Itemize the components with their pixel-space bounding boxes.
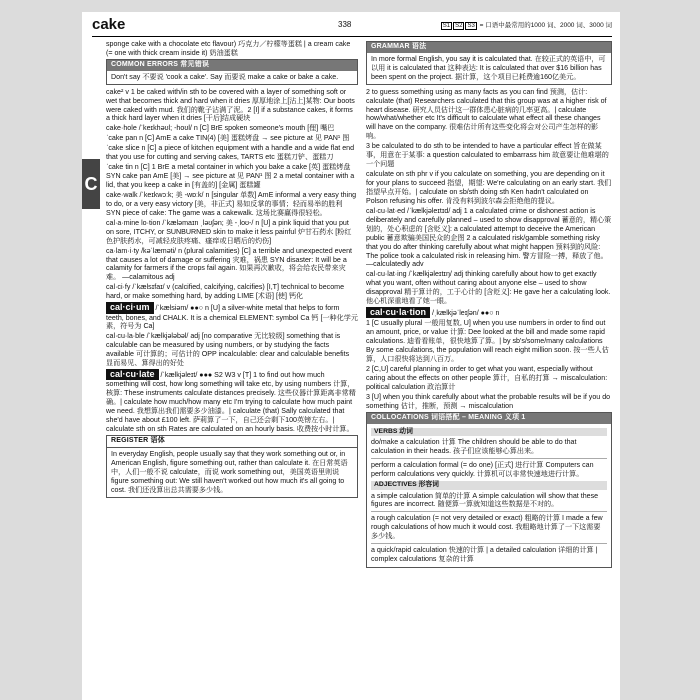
grammar-box <box>366 41 612 85</box>
entry-calculate <box>106 369 358 434</box>
headword-calculate: cal·cu·late <box>106 369 159 380</box>
entry-cake-tin: ˈcake tin n [C] 1 BrE a metal container in which you bake a cake [英] 蛋糕烤盘 SYN cake pan AmE [美] → see picture at 见 PAN¹ 图 2 a metal container with a lid, that you keep a cake in [有盖的] [金属] 蛋糕罐 <box>106 163 355 189</box>
register-body: In everyday English, people usually say that they work something out or, in American English, figure something out, rather than calculate it. 在日常英语中，人们一般不说 calculate，而说 work something out，美国英语里则说 figure something out: We still haven't worked out how much it's all going to cost. 我们还没算出总共需要多少钱。 <box>111 449 348 494</box>
freq-badge-s2: S2 <box>455 23 463 29</box>
collocations-title: COLLOCATIONS 词语搭配 – MEANING 义项 1 <box>367 413 611 424</box>
entry-calculable: cal·cu·la·ble /ˈkælkjələbəl/ adj [no comparative 无比较级] something that is calculable can be measured by using numbers, or by studying the facts available 可计算的；可估计的 OPP incalculable: clear and calculable benefits 显而易见、算得出的好处 <box>106 332 350 368</box>
page-header <box>92 16 612 37</box>
entry-cake-verb: cake² v 1 be caked with/in sth to be covered with a layer of something soft or wet that becomes thick and hard when it dries 厚厚地涂上[沾上]某物: Our boots were caked with mud. 我们的靴子沾满了泥。2 [I] if a substance cakes, it forms a thick hard layer when it dries [干后]结成硬块 <box>106 87 355 123</box>
freq-legend-text: = 口语中最常用的1000 词、2000 词、3000 词 <box>479 22 612 29</box>
common-errors-title: COMMON ERRORS 常见错误 <box>107 60 357 71</box>
divider <box>371 511 607 512</box>
letter-thumb-tab: C <box>82 159 100 209</box>
entry-continued: sponge cake with a chocolate etc flavour) 巧克力／柠檬等蛋糕 | a cream cake (= one with thick cream inside it) 奶油蛋糕 <box>106 40 351 57</box>
collocation-item: a simple calculation 简单的计算 A simple calculation will show that these figures are incorrect. 随便算一算就知道这些数据是不对的。 <box>371 491 599 509</box>
grammar-title: GRAMMAR 语法 <box>367 42 611 53</box>
entry-calcium <box>106 302 358 331</box>
collocations-body <box>367 424 611 567</box>
freq-badge-s1: S1 <box>442 23 451 29</box>
entry-cakewalk: cake·walk /ˈkeɪkwɔːk; 美 -wɒːk/ n [singular 单数] AmE informal a very easy thing to do, or a very easy victory [美，非正式] 易如反掌的事情；轻而易举的胜利 SYN piece of cake: The game was a cakewalk. 这场比赛赢得很轻松。 <box>106 190 357 217</box>
running-headword: cake <box>92 16 126 33</box>
entry-calcify: cal·ci·fy /ˈkælsɪfaɪ/ v (calcified, calcifying, calcifies) [I,T] technical to become hard, or make something hard, by adding LIME [术语] [使] 钙化 <box>106 283 345 301</box>
common-errors-body: Don't say 不要说 'cook a cake'. Say 而要说 make a cake or bake a cake. <box>111 72 339 81</box>
common-errors-box <box>106 59 358 85</box>
register-box <box>106 435 358 498</box>
calculate-sense-3: 3 be calculated to do sth to be intended to have a particular effect 旨在做某事，用意在于某事: a question calculated to embarrass him 故意要让他难堪的一个问题 <box>366 142 609 169</box>
frequency-legend <box>441 20 612 30</box>
calculation-pron: /ˌkælkjəˈleɪʃən/ ●●○ n <box>432 309 500 318</box>
entry-calculating: cal·cu·lat·ing /ˈkælkjəleɪtɪŋ/ adj thinking carefully about how to get exactly what you want, often without caring about anyone else – used to show disapproval 精于算计的，工于心计的 [含贬义]: He gave her a calculating look. 他心机深重地看了她一眼。 <box>366 270 611 306</box>
divider <box>371 543 607 544</box>
entry-cakehole: cake·hole /ˈkeɪkhəʊl; -hoʊl/ n [C] BrE spoken someone's mouth [俚] 嘴巴 <box>106 124 335 133</box>
divider <box>371 458 607 459</box>
page-number: 338 <box>338 20 352 29</box>
collocation-item: perform a calculation formal (= do one) [正式] 进行计算 Computers can perform calculations very quickly. 计算机可以非常快速地进行计算。 <box>371 461 594 479</box>
entry-calamity: ca·lam·i·ty /kəˈlæməti/ n (plural calamities) [C] a terrible and unexpected event that causes a lot of damage or suffering 灾难，祸患 SYN disaster: It will be a calamity for farmers if the crops fail again. 如果再次歉收，将会给农民带来灾难。 —calamitous adj <box>106 246 353 282</box>
adjectives-subheading: ADJECTIVES 形容词 <box>371 481 607 490</box>
entry-cake-slice: ˈcake slice n [C] a piece of kitchen equipment with a handle and a wide flat end that you use for cutting and serving cakes, TARTS etc 蛋糕刀铲、蛋糕刀 <box>106 144 355 162</box>
verbs-subheading: VERBS 动词 <box>371 428 607 437</box>
collocations-box <box>366 412 612 568</box>
grammar-body: In more formal English, you say it is calculated that. 在较正式的英语中，可以用 it is calculated that 这种表达: It is calculated that over $16 billion has been spent on the project. 据计算，这个项目已耗费逾160亿美元。 <box>371 54 606 81</box>
collocation-item: do/make a calculation 计算 The children should be able to do that calculation in their heads. 孩子们应该能够心算出来。 <box>371 438 577 456</box>
entry-calculate-on: calculate on sth phr v if you calculate on something, you are depending on it for your plans to succeed 指望，期望: We're calculating on an early start. 我们指望早点开始。| calculate on sb/sth doing sth Ken hadn't calculated on Polson refusing his offer. 肯没有料到波尔森会拒绝他的提议。 <box>366 170 612 205</box>
headword-calcium: cal·ci·um <box>106 302 154 313</box>
entry-calculation-head <box>366 307 612 318</box>
entry-cake-pan: ˈcake pan n [C] AmE a cake TIN(4) [美] 蛋糕烤盘 → see picture at 见 PAN¹ 图 <box>106 134 350 143</box>
calculate-sense-2: 2 to guess something using as many facts as you can find 预测，估计: calculate (that) Researchers calculated that this group was at a higher risk of heart disease. 研究人员估计这一群体患心脏病的几率更高。| calculate how/what/whether etc It's difficult to calculate what effect all these changes will have on the company. 很难估计所有这些变化将会对公司产生怎样的影响。 <box>366 87 607 141</box>
calculation-sense-1: 1 [C usually plural 一般用复数, U] when you use numbers in order to find out an amount, price, or value 计算: Dee looked at the bill and made some rapid calculations. 迪看看账单，很快地算了算。| by sb's/some/many calculations By some calculations, the population will reach eight million soon. 按一些人估算，人口很快将达到八百万。 <box>366 319 609 364</box>
right-column <box>366 40 612 571</box>
calculation-sense-2: 2 [C,U] careful planning in order to get what you want, especially without caring about the effects on other people 算计，自私的打算 → miscalculation: political calculation 政治算计 <box>366 365 608 392</box>
calcium-definition: /ˈkælsiəm/ ●●○ n [U] a silver-white metal that helps to form teeth, bones, and CHALK. It is a chemical ELEMENT: symbol Ca 钙 [一种化学元素，符号为 Ca] <box>106 304 358 331</box>
register-title: REGISTER 语体 <box>107 436 357 448</box>
entry-calculated: cal·cu·lat·ed /ˈkælkjəleɪtɪd/ adj 1 a calculated crime or dishonest action is deliberately and carefully planned – used to show disapproval 蓄意的，精心策划的，处心积虑的 [含贬义]: a calculated attempt to deceive the American public 蓄意欺骗美国民众的企图 2 a calculated risk/gamble something risky that you do after thinking carefully about what might happen 预料到的风险: The police took a calculated risk in releasing him. 警方冒险一搏，释放了他。—calculatedly adv <box>366 206 612 269</box>
entry-calamine-lotion: cal·a·mine lo·tion /ˈkæləmaɪn ˌləʊʃən; 美 -ˌloʊ-/ n [U] a pink liquid that you put on sore, ITCHY, or SUNBURNED skin to make it less painful 炉甘石药水 [粉红色护肤药水，可减轻皮肤疼痛、瘙痒或日晒后的灼伤] <box>106 218 352 245</box>
collocation-item: a rough calculation (= not very detailed or exact) 粗略的计算 I made a few rough calculations of how much it would cost. 我粗略地计算了一下这需要多少钱。 <box>371 514 603 541</box>
headword-calculation: cal·cu·la·tion <box>366 307 430 318</box>
dictionary-page <box>82 12 620 700</box>
calculate-definition: /ˈkælkjəleɪt/ ●●● S2 W3 v [T] 1 to find out how much something will cost, how long something will take etc, by using numbers 计算，核算: These instruments calculate distances precisely. 这些仪器计算距离非常精确。| calculate how much/how many etc I'm trying to calculate how much paint we need. 我想算出我们需要多少油漆。| calculate (that) Sally calculated that she'd have about £100 left. 萨莉算了一下，自己还会剩下100英镑左右。| calculate sth on sth Rates are calculated on an hourly basis. 收费按小时计算。 <box>106 371 356 434</box>
freq-badge-s3: S3 <box>467 23 475 29</box>
collocation-item: a quick/rapid calculation 快速的计算 | a detailed calculation 详细的计算 | complex calculations 复杂的计算 <box>371 546 598 564</box>
calculation-sense-3: 3 [U] when you think carefully about what the probable results will be if you do something 估计，推断，预测 → miscalculation <box>366 392 611 410</box>
left-column <box>106 40 358 501</box>
